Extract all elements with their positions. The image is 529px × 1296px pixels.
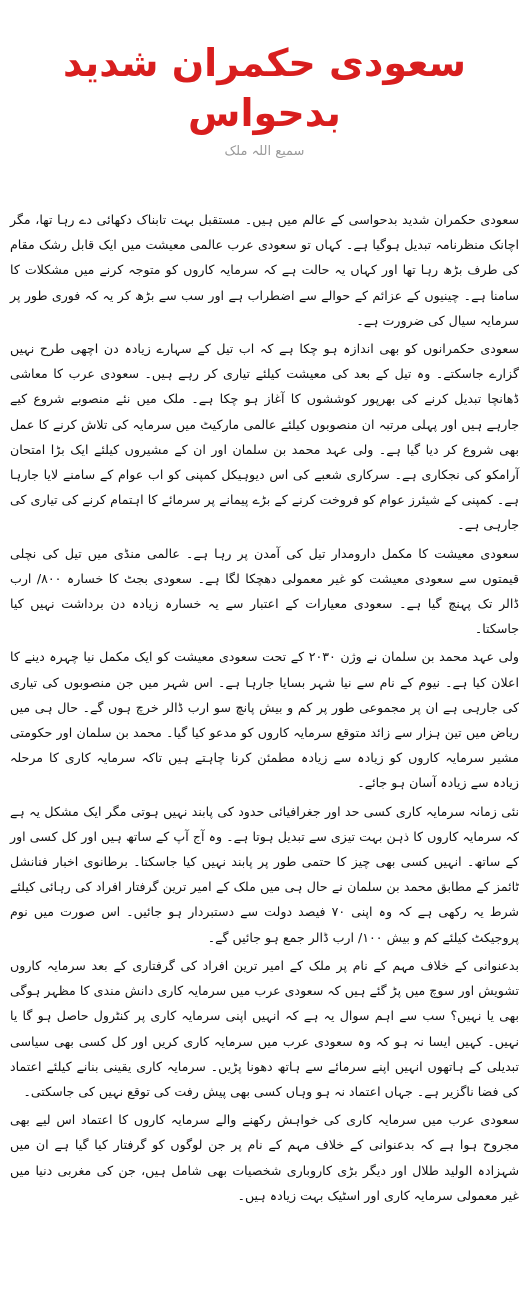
paragraph-2: سعودی حکمرانوں کو بھی اندازہ ہو چکا ہے کہ اب تیل کے سہارے زیادہ دن اچھی طرح نہیں گزارے جاسکتے۔ وہ تیل کے بعد کی معیشت کیلئے تیاری کر رہے ہیں۔ سعودی عرب کا معاشی ڈھانچا تبدیل کرنے کی بھرپور کوششوں کا آغاز ہو چکا ہے۔ ملک میں نئے منصوبے شروع کیے جارہے ہیں اور پہلی مرتبہ ان منصوبوں کیلئے عالمی مارکیٹ میں سرمایہ کی تلاش کرنے کا عمل بھی شروع کر دیا گیا ہے۔ ولی عہد محمد بن سلمان اور ان کے مشیروں کیلئے ایک بڑا امتحان آرامکو کی نجکاری ہے۔ سرکاری شعبے کی اس دیوہیکل کمپنی کو اب عوام کے سامنے لایا جارہا ہے۔ کمپنی کے شیئرز عوام کو فروخت کرنے کے بڑے پیمانے پر سرمائے کا اہتمام کرنے کی تیاری کی جارہی ہے۔ [10,341,519,533]
paragraph-6: بدعنوانی کے خلاف مہم کے نام پر ملک کے امیر ترین افراد کی گرفتاری کے بعد سرمایہ کاروں تشویش اور سوچ میں پڑ گئے ہیں کہ سعودی عرب میں سرمایہ کاری دانش مندی کا مظہر ہوگی بھی یا نہیں؟ سب سے اہم سوال یہ ہے کہ انہیں اپنی سرمایہ کاری پر کنٹرول حاصل ہو گا یا نہیں۔ کہیں ایسا نہ ہو کہ وہ سعودی عرب میں سرمایہ کاری کریں اور کل کسی بھی سیاسی تبدیلی کے ہاتھوں انہیں اپنے سرمائے سے ہاتھ دھونا پڑیں۔ سرمایہ کاری یقینی بنانے کیلئے اعتماد کی فضا ناگزیر ہے۔ جہاں اعتماد نہ ہو وہاں کسی بھی پیش رفت کی توقع نہیں کی جاسکتی۔ [10,957,519,1099]
author-name: سمیع اللہ ملک [224,144,305,159]
paragraph-1: سعودی حکمران شدید بدحواسی کے عالم میں ہیں۔ مستقبل بہت تابناک دکھائی دے رہا تھا، مگر اچانک منظرنامہ تبدیل ہوگیا ہے۔ کہاں تو سعودی عرب عالمی معیشت میں ایک قابل رشک مقام کی طرف بڑھ رہا تھا اور کہاں یہ حالت ہے کہ سرمایہ کاروں کو متوجہ کرنے میں مشکلات کا سامنا ہے۔ چینیوں کے عزائم کے حوالے سے اضطراب ہے اور سب سے بڑھ کر یہ کہ فوری طور پر سرمایہ سیال کی ضرورت ہے۔ [10,212,519,328]
paragraph-4: ولی عہد محمد بن سلمان نے وژن ۲۰۳۰ کے تحت سعودی معیشت کو ایک مکمل نیا چہرہ دینے کا اعلان کیا ہے۔ نیوم کے نام سے نیا شہر بسایا جارہا ہے۔ اس شہر میں جن منصوبوں کی تیاری کی جارہی ہے ان پر مجموعی طور پر کم و بیش پانچ سو ارب ڈالر خرچ ہوں گے۔ حال ہی میں ریاض میں تین ہزار سے زائد متوقع سرمایہ کاروں کو مدعو کیا گیا۔ محمد بن سلمان اور حکومتی مشیر سرمایہ کاروں کو زیادہ سے زیادہ مطمئن کرنا چاہتے ہیں تاکہ سرمایہ کاری کا مرحلہ زیادہ سے زیادہ آسان ہو جائے۔ [10,649,519,791]
paragraph-5: نئی زمانہ سرمایہ کاری کسی حد اور جغرافیائی حدود کی پابند نہیں ہوتی مگر ایک مشکل یہ ہے کہ سرمایہ کاروں کا ذہن بہت تیزی سے تبدیل ہوتا ہے۔ وہ آج آپ کے ساتھ ہیں اور کل کسی اور کے ساتھ۔ انہیں کسی بھی چیز کا حتمی طور پر پابند نہیں کیا جاسکتا۔ برطانوی اخبار فنانشل ٹائمز کے مطابق محمد بن سلمان نے حال ہی میں ملک کے امیر ترین گرفتار افراد کی رہائی کیلئے شرط یہ رکھی ہے کہ وہ اپنی ۷۰ فیصد دولت سے دستبردار ہو جائیں۔ اس صورت میں نوم پروجیکٹ کیلئے کم و بیش ۱۰۰/ ارب ڈالر جمع ہو جائیں گے۔ [10,803,519,945]
paragraph-7: سعودی عرب میں سرمایہ کاری کی خواہش رکھنے والے سرمایہ کاروں کا اعتماد اس لیے بھی مجروح ہوا ہے کہ بدعنوانی کے خلاف مہم کے نام پر جن لوگوں کو گرفتار کیا گیا ہے ان میں شہزادہ الولید طلال اور دیگر بڑی کاروباری شخصیات بھی شامل ہیں، جن کی مغربی دنیا میں غیر معمولی سرمایہ کاری اور اسٹیک بہت زیادہ ہیں۔ [10,1112,519,1203]
paragraph-3: سعودی معیشت کا مکمل دارومدار تیل کی آمدن پر رہا ہے۔ عالمی منڈی میں تیل کی نچلی قیمتوں سے سعودی معیشت کو غیر معمولی دھچکا لگا ہے۔ سعودی بجٹ کا خسارہ ۸۰۰/ ارب ڈالر تک پہنچ گیا ہے۔ سعودی معیارات کے اعتبار سے یہ خسارہ زیادہ دن برداشت نہیں کیا جاسکتا۔ [10,545,519,637]
article-title: سعودی حکمران شدید بدحواس [62,41,467,135]
article-body [10,207,519,1208]
article-page [0,38,529,1296]
